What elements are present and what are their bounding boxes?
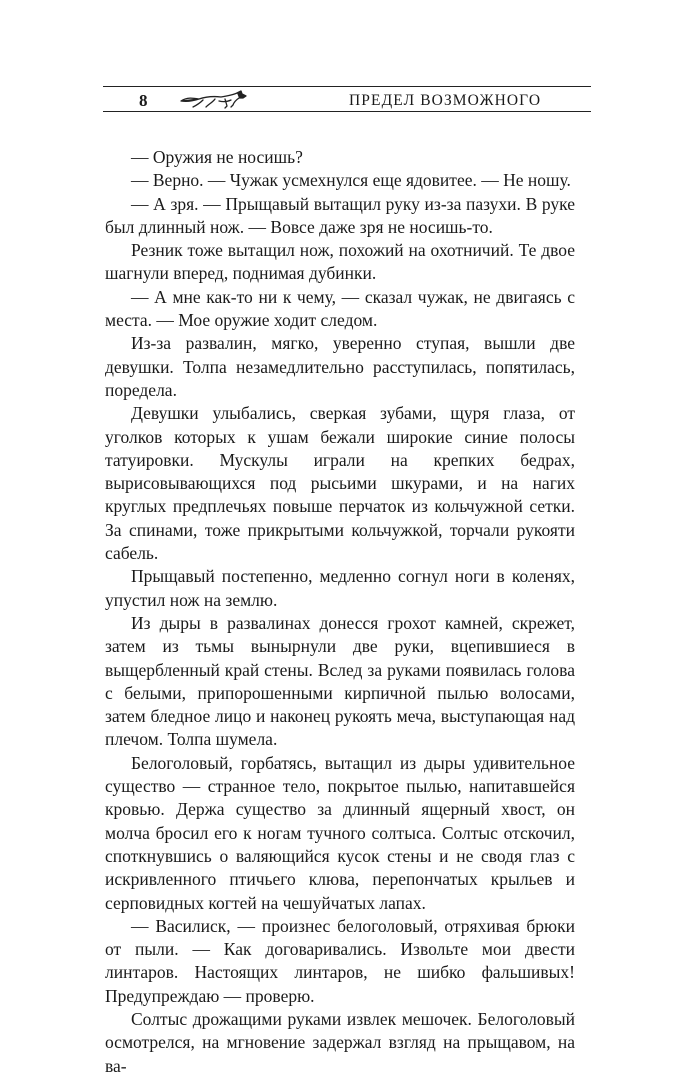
paragraph: Резник тоже вытащил нож, похожий на охотничий. Те двое шагнули вперед, поднимая дубинки. — [105, 240, 575, 284]
paragraph: — Василиск, — произнес белоголовый, отряхивая брюки от пыли. — Как договаривались. Извольте мои двести линтаров. Настоящих линтаров, не шибко фальшивых! Предупреждаю — проверю. — [105, 915, 575, 1006]
wolf-emblem-icon — [179, 88, 251, 110]
running-header — [103, 82, 591, 112]
body-text — [105, 146, 575, 1078]
paragraph: Девушки улыбались, сверкая зубами, щуря глаза, от уголков которых к ушам бежали широкие синие полосы татуировки. Мускулы играли на крепких бедрах, вырисовывающихся под рысьими шкурами, и на нагих круглых предплечьях повыше перчаток из кольчужной сетки. За спинами, тоже прикрытыми кольчужкой, торчали рукояти сабель. — [105, 403, 575, 564]
paragraph: Солтыс дрожащими руками извлек мешочек. Белоголовый осмотрелся, на мгновение задержал взгляд на прыщавом, на ва- — [105, 1008, 575, 1076]
paragraph: Из-за развалин, мягко, уверенно ступая, вышли две девушки. Толпа незамедлительно расступилась, попятилась, поредела. — [105, 333, 575, 400]
header-rule-bottom — [103, 111, 591, 112]
page-number: 8 — [139, 91, 148, 110]
running-title: ПРЕДЕЛ ВОЗМОЖНОГО — [349, 92, 542, 109]
paragraph: — А мне как-то ни к чему, — сказал чужак, не двигаясь с места. — Мое оружие ходит следом. — [105, 286, 575, 331]
paragraph: Из дыры в развалинах донесся грохот камней, скрежет, затем из тьмы вынырнули две руки, вцепившиеся в выщербленный край стены. Вслед за руками появилась голова с белыми, припорошенными кирпичной пылью волосами, затем бледное лицо и наконец рукоять меча, выступающая над плечом. Толпа шумела. — [105, 612, 575, 750]
paragraph: — Верно. — Чужак усмехнулся еще ядовитее. — Не ношу. — [131, 170, 571, 191]
paragraph: Белоголовый, горбатясь, вытащил из дыры удивительное существо — странное тело, покрытое пылью, напитавшейся кровью. Держа существо за длинный ящерный хвост, он молча бросил его к ногам тучного солтыса. Солтыс отскочил, споткнувшись о валяющийся кусок стены и не сводя глаз с искривленного птичьего клюва, перепончатых крыльев и серповидных когтей на чешуйчатых лапах. — [105, 752, 575, 913]
header-rule-top — [103, 86, 591, 87]
paragraph: Прыщавый постепенно, медленно согнул ноги в коленях, упустил нож на землю. — [105, 566, 575, 610]
paragraph: — Оружия не носишь? — [131, 147, 303, 167]
paragraph: — А зря. — Прыщавый вытащил руку из-за пазухи. В руке был длинный нож. — Вовсе даже зря не носишь-то. — [105, 193, 575, 237]
